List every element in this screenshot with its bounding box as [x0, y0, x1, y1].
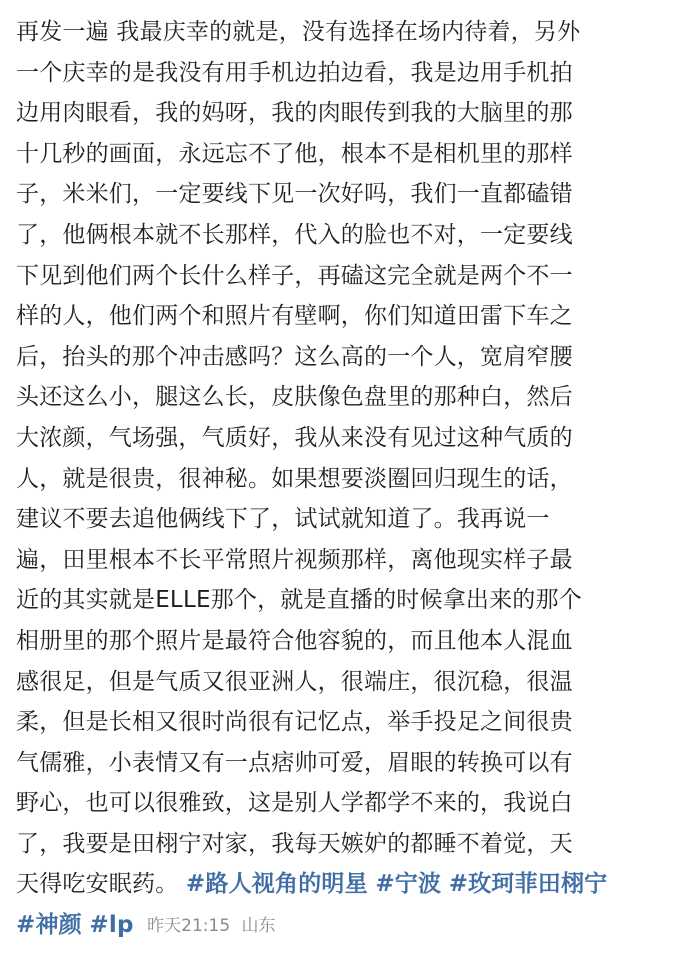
post-body [16, 12, 674, 946]
hashtag-link[interactable]: #路人视角的明星 [185, 871, 368, 898]
post-meta [147, 916, 275, 936]
post-text-line: 子，米米们，一定要线下见一次好吗，我们一直都磕错 [16, 181, 573, 208]
post-text-line: 了，我要是田栩宁对家，我每天嫉妒的都睡不着觉，天 [16, 830, 573, 857]
post-text-line: 样的人，他们两个和照片有壁啊，你们知道田雷下车之 [16, 303, 573, 330]
hashtag-link[interactable]: #lp [89, 912, 134, 939]
post-text-line: 十几秒的画面，永远忘不了他，根本不是相机里的那样 [16, 140, 573, 167]
post-text-line: 感很足，但是气质又很亚洲人，很端庄，很沉稳，很温 [16, 668, 573, 695]
post-text-line: 建议不要去追他俩线下了，试试就知道了。我再说一 [16, 506, 550, 533]
post-text-line-with-tags [16, 864, 674, 905]
post-text-line: 边用肉眼看，我的妈呀，我的肉眼传到我的大脑里的那 [16, 100, 573, 127]
hashtag-link[interactable]: #神颜 [16, 912, 82, 939]
post-text-line: 后，抬头的那个冲击感吗？这么高的一个人，宽肩窄腰 [16, 343, 573, 370]
post-text-line: 遍，田里根本不长平常照片视频那样，离他现实样子最 [16, 546, 573, 573]
post-text-line: 野心，也可以很雅致，这是别人学都学不来的，我说白 [16, 790, 573, 817]
post-text-line: 头还这么小，腿这么长，皮肤像色盘里的那种白，然后 [16, 384, 573, 411]
tags-and-meta-row [16, 905, 674, 946]
post-text-line: 了，他俩根本就不长那样，代入的脸也不对，一定要线 [16, 221, 573, 248]
post-text-ending: 天得吃安眠药。 [16, 871, 179, 898]
hashtag-link[interactable]: #玫珂菲田栩宁 [448, 871, 608, 898]
post-text-line: 再发一遍 我最庆幸的就是，没有选择在场内待着，另外 [16, 19, 581, 45]
post-text-line: 相册里的那个照片是最符合他容貌的，而且他本人混血 [16, 627, 573, 654]
post-location: 山东 [241, 916, 276, 937]
post-text-line: 近的其实就是ELLE那个，就是直播的时候拿出来的那个 [16, 587, 582, 614]
post-text-line: 一个庆幸的是我没有用手机边拍边看，我是边用手机拍 [16, 59, 573, 86]
post-text-line: 大浓颜，气场强，气质好，我从来没有见过这种气质的 [16, 424, 573, 451]
post-text-line: 人，就是很贵，很神秘。如果想要淡圈回归现生的话， [16, 465, 573, 492]
hashtag-link[interactable]: #宁波 [375, 871, 442, 898]
post-timestamp: 昨天21:15 [147, 916, 231, 937]
post-text-line: 下见到他们两个长什么样子，再磕这完全就是两个不一 [16, 262, 573, 289]
post-text-line: 气儒雅，小表情又有一点痞帅可爱，眉眼的转换可以有 [16, 749, 573, 776]
post-text-line: 柔，但是长相又很时尚很有记忆点，举手投足之间很贵 [16, 709, 573, 736]
